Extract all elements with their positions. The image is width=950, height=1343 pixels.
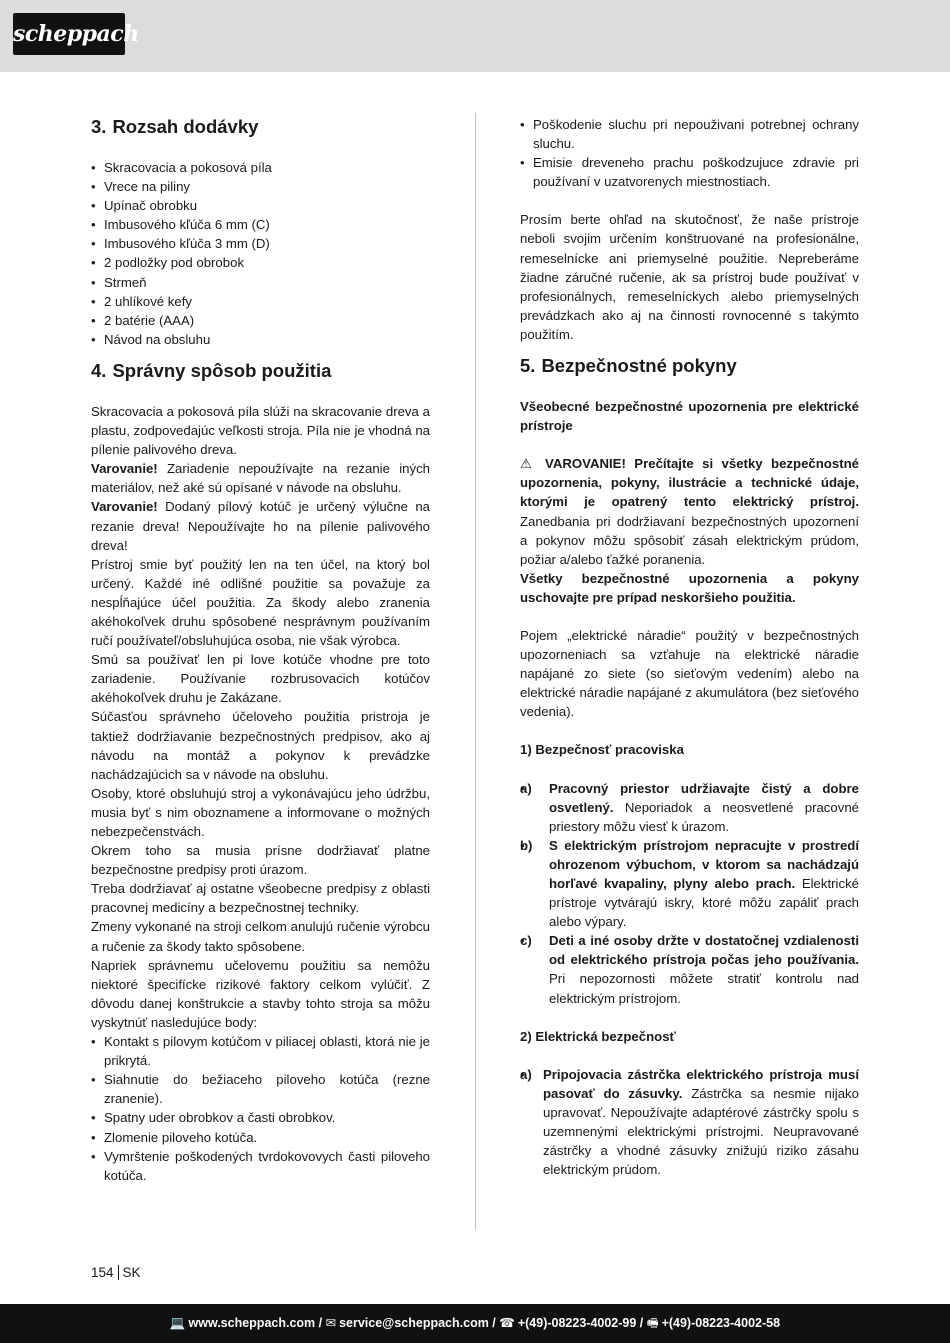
list-item: • 2 batérie (AAA) bbox=[91, 311, 430, 330]
page-number: 154 SK bbox=[91, 1265, 141, 1280]
column-divider bbox=[475, 113, 476, 1230]
list-item: • Vrece na piliny bbox=[91, 177, 430, 196]
left-column bbox=[91, 115, 430, 1185]
footer-bar: 💻 www.scheppach.com / ✉ service@scheppach.com / ☎ +(49)-08223-4002-99 / 🖷 +(49)-08223-4002-58 bbox=[0, 1304, 950, 1343]
list-item: • Zlomenie piloveho kotúča. bbox=[91, 1128, 430, 1147]
usage-paragraph: Zmeny vykonané na stroji celkom anulujú ručenie výrobcu a ručenie za škody takto spôsobene. bbox=[91, 919, 430, 954]
right-column bbox=[520, 115, 859, 1179]
usage-paragraph: Osoby, ktoré obsluhujú stroj a vykonávajúcu jeho údržbu, musia byť s nim oboznamene a informovane o možných nebezpečenstvách. bbox=[91, 785, 430, 839]
list-item: • Poškodenie sluchu pri nepouživani potrebnej ochrany sluchu. bbox=[520, 115, 859, 153]
section-3-heading: 3. Rozsah dodávky bbox=[91, 116, 259, 137]
phone-icon: ☎ bbox=[499, 1316, 515, 1330]
usage-paragraph: Treba dodržiavať aj ostatne všeobecne predpisy z oblasti pracovnej medicíny a bezpečnostnej techniky. bbox=[91, 881, 430, 916]
warning-paragraph-1: Varovanie! Zariadenie nepoužívajte na rezanie iných materiálov, než aké sú opísané v návode na obsluhu. bbox=[91, 461, 430, 496]
computer-icon: 💻 bbox=[169, 1316, 186, 1330]
list-item: • a) Pracovný priestor udržiavajte čistý a dobre osvetlený. Neporiadok a neosvetlené pracovné priestory môžu viesť k úrazom. bbox=[520, 779, 859, 836]
fax-number: +(49)-08223-4002-58 bbox=[661, 1316, 781, 1330]
general-warning: ⚠ VAROVANIE! Prečítajte si všetky bezpečnostné upozornenia, pokyny, ilustrácie a technické údaje, ktorými je opatrený tento elektrický prístroj. Zanedbania pri dodržiavaní bezpečnostných upozornení a pokynov môžu spôsobiť zásah elektrickým prúdom, požiar a/alebo ťažké poranenia. bbox=[520, 456, 859, 567]
risk-list bbox=[91, 1032, 430, 1185]
list-item: • b) S elektrickým prístrojom nepracujte v prostredí ohrozenom výbuchom, v ktorom sa nachádzajú horľavé kvapaliny, plyny alebo prach. Elektrické prístroje vytvárajú iskry, ktoré môžu zapáliť prach alebo výpary. bbox=[520, 836, 859, 931]
list-item: • Imbusového kľúča 6 mm (C) bbox=[91, 215, 430, 234]
list-item: • Imbusového kľúča 3 mm (D) bbox=[91, 234, 430, 253]
fax-icon: 🖷 bbox=[646, 1316, 659, 1330]
list-item: • Vymrštenie poškodených tvrdokovovych časti piloveho kotúča. bbox=[91, 1147, 430, 1185]
section-5-heading: 5. Bezpečnostné pokyny bbox=[520, 355, 737, 377]
list-item: • Návod na obsluhu bbox=[91, 330, 430, 349]
section-4-heading: 4. Správny spôsob použitia bbox=[91, 359, 332, 381]
phone-number: +(49)-08223-4002-99 bbox=[517, 1316, 637, 1330]
list-item: • 2 podložky pod obrobok bbox=[91, 253, 430, 272]
usage-paragraph: Okrem toho sa musia prísne dodržiavať platne bezpečnostne predpisy proti úrazom. bbox=[91, 843, 430, 878]
keep-instructions: Všetky bezpečnostné upozornenia a pokyny uschovajte pre prípad neskoršieho použitia. bbox=[520, 570, 859, 605]
electrical-safety-title: 2) Elektrická bezpečnosť bbox=[520, 1028, 676, 1044]
usage-paragraph: Napriek správnemu učelovemu použitiu sa nemôžu niektoré špecifícke rizikové faktory celkom vylúčiť. Z dôvodu danej konštrukcie a stavby tohto stroja sa môžu vyskytnúť nasledujúce body: bbox=[91, 957, 430, 1030]
workplace-safety-title: 1) Bezpečnosť pracoviska bbox=[520, 742, 684, 758]
list-item: • Strmeň bbox=[91, 273, 430, 292]
workplace-safety-list bbox=[520, 779, 859, 1008]
safety-subtitle: Všeobecné bezpečnostné upozornenia pre elektrické prístroje bbox=[520, 399, 859, 434]
professional-use-note: Prosím berte ohľad na skutočnosť, že naše prístroje neboli svojim určením konštruované na profesionálne, remeselnícke ani priemyselné použitie. Nepreberáme žiadne záručné ručenie, ak sa prístroj bude používať v profesionálnych, remeselníckych alebo priemyselných prevádzkach ako aj na činnosti rovnocenné s takýmto použitím. bbox=[520, 212, 859, 342]
warning-paragraph-2: Varovanie! Dodaný pílový kotúč je určený výlučne na rezanie dreva! Nepoužívajte ho na pílenie palivového dreva! bbox=[91, 499, 430, 553]
usage-paragraph: Smú sa používať len pi love kotúče vhodne pre toto zariadenie. Používanie rozbrusovacich kotúčov akéhokoľvek druhu je Zakázane. bbox=[91, 652, 430, 706]
header-band bbox=[0, 0, 950, 72]
usage-paragraph: Prístroj smie byť použitý len na ten účel, na ktorý bol určený. Každé iné odlišné použitie sa považuje za nespĺňajúce účel použitia. Za škody alebo zranenia akéhokoľvek druhu spôsobené nesprávnym používaním ručí používateľ/obsluhujúca osoba, nie však výrobca. bbox=[91, 556, 430, 649]
list-item: • a) Pripojovacia zástrčka elektrického prístroja musí pasovať do zásuvky. Zástrčka sa nesmie nijako upravovať. Nepoužívajte adaptérové zástrčky spolu s uzemnenými elektrickými prístrojmi. Neupravované zástrčky a vhodné zásuvky znižujú riziko zásahu elektrickým prúdom. bbox=[520, 1065, 859, 1180]
risk-list-continued bbox=[520, 115, 859, 191]
warning-icon: ⚠ bbox=[520, 456, 537, 472]
list-item: • Siahnutie do bežiaceho piloveho kotúča (rezne zranenie). bbox=[91, 1070, 430, 1108]
mail-icon: ✉ bbox=[325, 1316, 337, 1330]
list-item: • Skracovacia a pokosová píla bbox=[91, 158, 430, 177]
list-item: • Spatny uder obrobkov a časti obrobkov. bbox=[91, 1108, 430, 1127]
electrical-safety-list bbox=[520, 1065, 859, 1180]
usage-paragraph: Skracovacia a pokosová píla slúži na skracovanie dreva a plastu, zodpovedajúc veľkosti stroja. Píla nie je vhodná na pílenie palivového dreva. bbox=[91, 403, 430, 458]
list-item: • Emisie dreveneho prachu poškodzujuce zdravie pri používaní v uzatvorenych miestnostiach. bbox=[520, 153, 859, 191]
term-definition: Pojem „elektrické náradie“ použitý v bezpečnostných upozorneniach sa vzťahuje na elektrické náradie napájané zo siete (so sieťovým vedením) alebo na elektrické náradie napájané z akumulátora (bez sieťového vedenia). bbox=[520, 627, 859, 720]
website-link[interactable]: www.scheppach.com bbox=[188, 1316, 316, 1330]
list-item: • Upínač obrobku bbox=[91, 196, 430, 215]
scheppach-logo: scheppach bbox=[13, 13, 125, 55]
list-item: • Kontakt s pilovym kotúčom v piliacej oblasti, ktorá nie je prikrytá. bbox=[91, 1032, 430, 1070]
email-link[interactable]: service@scheppach.com bbox=[339, 1316, 489, 1330]
delivery-list bbox=[91, 158, 430, 349]
list-item: • 2 uhlíkové kefy bbox=[91, 292, 430, 311]
usage-paragraph: Súčasťou správneho účeloveho použitia pristroja je taktiež dodržiavanie bezpečnostných predpisov, ako aj návodu na montáž a pokynov k prevádzke nachádzajúcich sa v návode na obsluhu. bbox=[91, 709, 430, 782]
list-item: • c) Deti a iné osoby držte v dostatočnej vzdialenosti od elektrického prístroja počas jeho používania. Pri nepozornosti môžete stratiť kontrolu nad elektrickým prístrojom. bbox=[520, 931, 859, 1007]
